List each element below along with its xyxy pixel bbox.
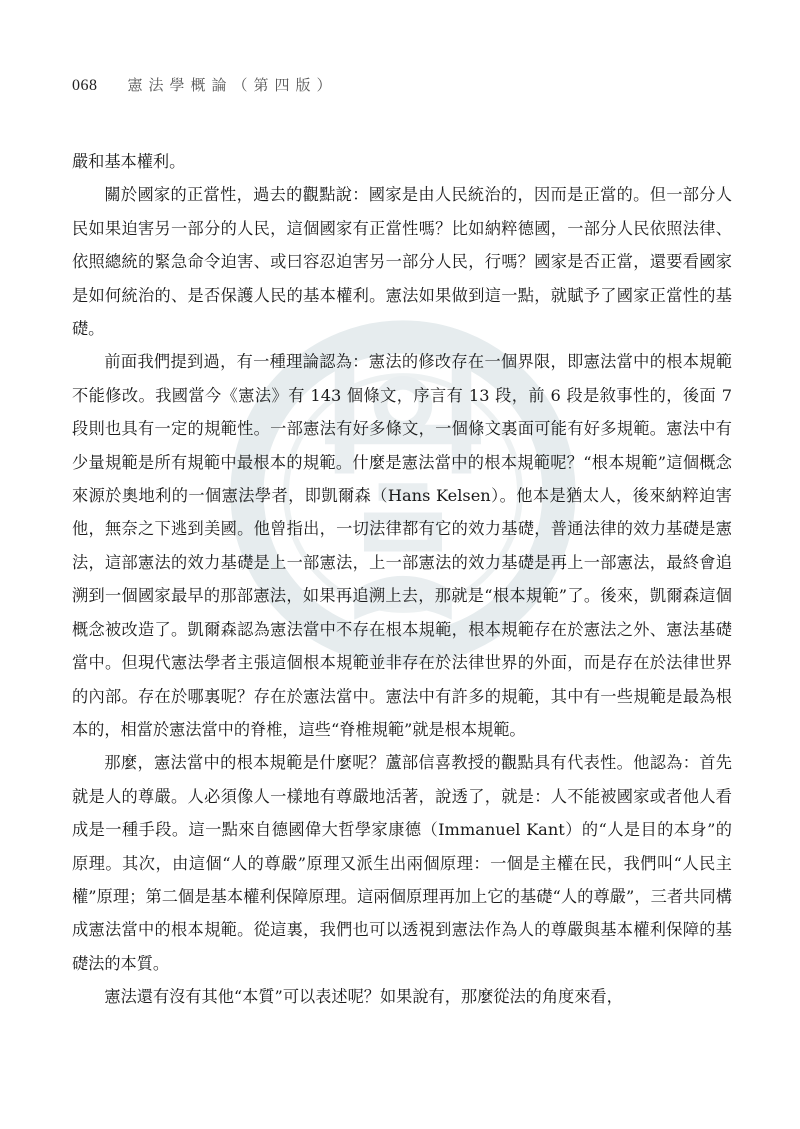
paragraph-fundamental-norm: 前面我們提到過，有一種理論認為：憲法的修改存在一個界限，即憲法當中的根本規範不能修改。我國當今《憲法》有 143 個條文，序言有 13 段，前 6 段是敘事性的，後面 7 段則也具有一定的規範性。一部憲法有好多條文，一個條文裏面可能有好多規範。憲法中有少量規範是所有規範中最根本的規範。什麼是憲法當中的根本規範呢？“根本規範”這個概念來源於奧地利的一個憲法學者，即凱爾森（Hans Kelsen）。他本是猶太人，後來納粹迫害他，無奈之下逃到美國。他曾指出，一切法律都有它的效力基礎，普通法律的效力基礎是憲法，這部憲法的效力基礎是上一部憲法，上一部憲法的效力基礎是再上一部憲法，最終會追溯到一個國家最早的那部憲法，如果再追溯上去，那就是“根本規範”了。後來，凱爾森這個概念被改造了。凱爾森認為憲法當中不存在根本規範，根本規範存在於憲法之外、憲法基礎當中。但現代憲法學者主張這個根本規範並非存在於法律世界的外面，而是存在於法律世界的內部。存在於哪裏呢？存在於憲法當中。憲法中有許多的規範，其中有一些規範是最為根本的，相當於憲法當中的脊椎，這些“脊椎規範”就是根本規範。: [72, 352, 732, 739]
page-number: 068: [72, 77, 98, 94]
paragraph-human-dignity: 那麼，憲法當中的根本規範是什麼呢？蘆部信喜教授的觀點具有代表性。他認為：首先就是人的尊嚴。人必須像人一樣地有尊嚴地活著，說透了，就是：人不能被國家或者他人看成是一種手段。這一點來自德國偉大哲學家康德（Immanuel Kant）的“人是目的本身”的原理。其次，由這個“人的尊嚴”原理又派生出兩個原理：一個是主權在民，我們叫“人民主權”原理；第二個是基本權利保障原理。這兩個原理再加上它的基礎“人的尊嚴”，三者共同構成憲法當中的根本規範。從這裏，我們也可以透視到憲法作為人的尊嚴與基本權利保障的基礎法的本質。: [72, 753, 732, 973]
paragraph-other-essence: 憲法還有沒有其他“本質”可以表述呢？如果說有，那麼從法的角度來看，: [104, 987, 623, 1007]
book-title: 憲法學概論（第四版）: [127, 76, 338, 94]
running-header: [72, 74, 338, 95]
body-text: [72, 145, 732, 1014]
paragraph-continuation: 嚴和基本權利。: [72, 152, 186, 171]
paragraph-state-legitimacy: 關於國家的正當性，過去的觀點說：國家是由人民統治的，因而是正當的。但一部分人民如果迫害另一部分的人民，這個國家有正當性嗎？比如納粹德國，一部分人民依照法律、依照總統的緊急命令迫害、或曰容忍迫害另一部分人民，行嗎？國家是否正當，還要看國家是如何統治的、是否保護人民的基本權利。憲法如果做到這一點，就賦予了國家正當性的基礎。: [72, 185, 732, 339]
